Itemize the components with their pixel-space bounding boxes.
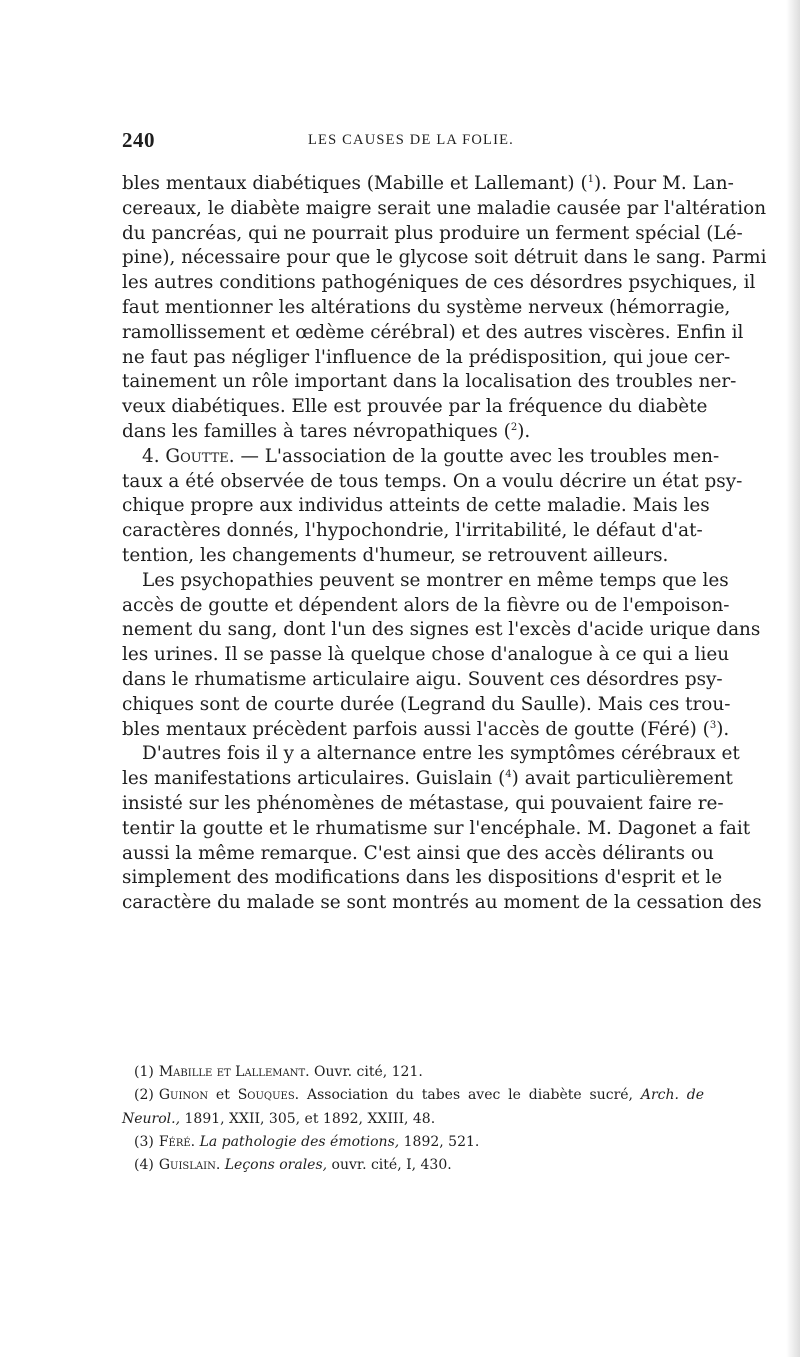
text-line: les autres conditions pathogéniques de ces désordres psychiques, il bbox=[122, 272, 756, 294]
footnote-4: (4) Guislain. Leçons orales, ouvr. cité, I, 430. bbox=[134, 1157, 452, 1174]
page-edge-shadow bbox=[786, 0, 800, 1357]
text-line: nement du sang, dont l'un des signes est l'excès d'acide urique dans bbox=[122, 619, 761, 641]
section-heading-line: 4. Goutte. — L'association de la goutte avec les troubles men- bbox=[142, 445, 720, 467]
text-line: faut mentionner les altérations du système nerveux (hémorragie, bbox=[122, 296, 731, 318]
text-line: insisté sur les phénomènes de métastase, qui pouvaient faire re- bbox=[122, 792, 724, 814]
page-number: 240 bbox=[122, 128, 155, 152]
text-line: tentir la goutte et le rhumatisme sur l'encéphale. M. Dagonet a fait bbox=[122, 817, 751, 839]
footnote-1: (1) Mabille et Lallemant. Ouvr. cité, 121. bbox=[134, 1064, 423, 1080]
text-line: bles mentaux diabétiques (Mabille et Lallemant) ($^1$). Pour M. Lan- bbox=[122, 173, 734, 194]
text-line: caractère du malade se sont montrés au moment de la cessation des bbox=[122, 892, 762, 914]
text-line: taux a été observée de tous temps. On a voulu décrire un état psy- bbox=[122, 470, 743, 492]
text-line: bles mentaux précèdent parfois aussi l'accès de goutte (Féré) ($^3$). bbox=[122, 718, 730, 740]
text-line: aussi la même remarque. C'est ainsi que des accès délirants ou bbox=[122, 842, 714, 864]
text-line: D'autres fois il y a alternance entre les symptômes cérébraux et bbox=[142, 743, 740, 765]
section-title-goutte: Goutte. bbox=[165, 445, 235, 467]
text-line: ne faut pas négliger l'influence de la prédisposition, qui joue cer- bbox=[122, 346, 731, 368]
text-line: dans le rhumatisme articulaire aigu. Souvent ces désordres psy- bbox=[122, 668, 723, 690]
text-line: chiques sont de courte durée (Legrand du Saulle). Mais ces trou- bbox=[122, 693, 731, 715]
text-line: les urines. Il se passe là quelque chose d'analogue à ce qui a lieu bbox=[122, 644, 730, 666]
text-line: ramollissement et œdème cérébral) et des autres viscères. Enfin il bbox=[122, 321, 744, 343]
text-line: les manifestations articulaires. Guislain ($^4$) avait particulièrement bbox=[122, 768, 733, 790]
text-line: pine), nécessaire pour que le glycose soit détruit dans le sang. Parmi bbox=[122, 247, 767, 269]
body-text bbox=[122, 172, 767, 916]
page-header bbox=[122, 128, 700, 154]
text-line: cereaux, le diabète maigre serait une maladie causée par l'altération bbox=[122, 197, 767, 219]
footnotes bbox=[122, 1061, 705, 1177]
text-line: caractères donnés, l'hypochondrie, l'irritabilité, le défaut d'at- bbox=[122, 520, 703, 542]
text-line: dans les familles à tares névropathiques ($^2$). bbox=[122, 420, 531, 442]
running-title: LES CAUSES DE LA FOLIE. bbox=[307, 132, 515, 148]
footnote-3: (3) Féré. La pathologie des émotions, 1892, 521. bbox=[134, 1133, 480, 1150]
text-line: du pancréas, qui ne pourrait plus produire un ferment spécial (Lé- bbox=[122, 222, 743, 244]
footnote-2-continued: Neurol., 1891, XXII, 305, et 1892, XXIII, 48. bbox=[122, 1110, 436, 1127]
text-line: accès de goutte et dépendent alors de la fièvre ou de l'empoison- bbox=[122, 594, 730, 616]
text-line: veux diabétiques. Elle est prouvée par la fréquence du diabète bbox=[122, 396, 708, 418]
text-line: tainement un rôle important dans la localisation des troubles ner- bbox=[122, 371, 737, 393]
text-line: simplement des modifications dans les dispositions d'esprit et le bbox=[122, 867, 723, 889]
text-line: tention, les changements d'humeur, se retrouvent ailleurs. bbox=[122, 544, 669, 566]
footnote-2: (2) Guinon et Souques. Association du tabes avec le diabète sucré, Arch. de bbox=[134, 1087, 705, 1104]
text-line: chique propre aux individus atteints de cette maladie. Mais les bbox=[122, 495, 710, 517]
text-line: Les psychopathies peuvent se montrer en même temps que les bbox=[142, 569, 729, 591]
